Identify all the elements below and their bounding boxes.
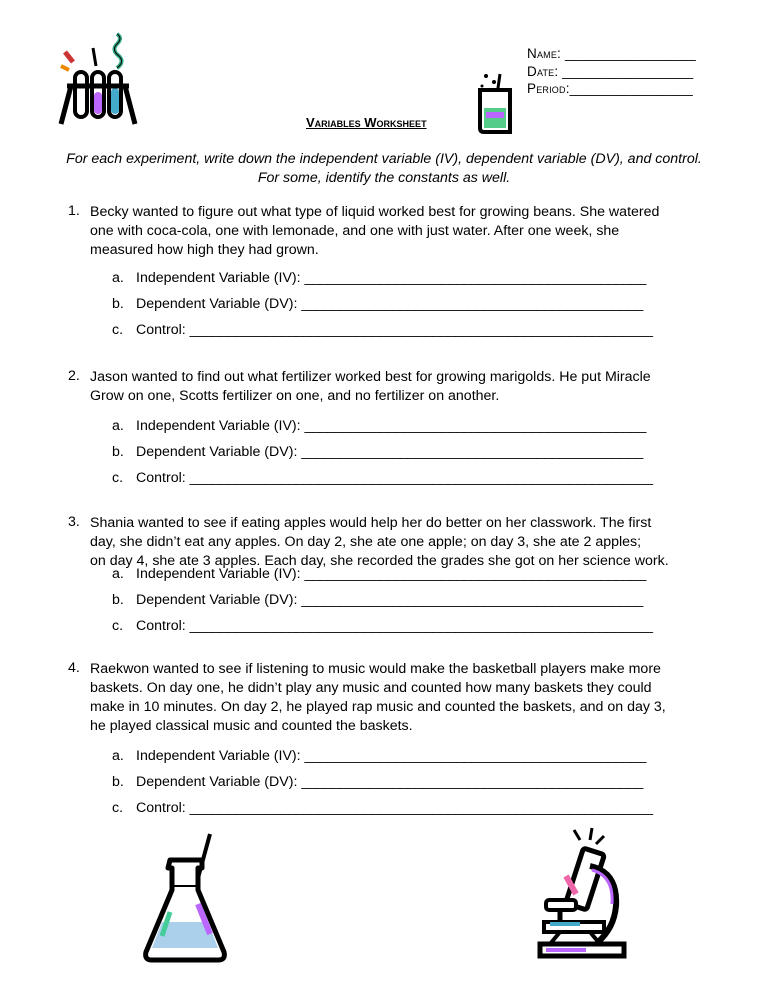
answer-blank[interactable]: _____________________________________________________________ — [189, 322, 653, 338]
period-blank[interactable]: ________________ — [569, 81, 694, 96]
instructions-line-1: For each experiment, write down the independent variable (IV), dependent variable (DV), and control. — [66, 151, 702, 167]
answer-blank[interactable]: _____________________________________________ — [301, 296, 643, 312]
question-text — [90, 514, 750, 571]
question-line: he played classical music and counted the baskets. — [90, 718, 413, 734]
question-number: 1. — [68, 203, 80, 219]
question-number: 4. — [68, 660, 80, 676]
answer-iv: a. Independent Variable (IV): _____________________________________________ — [112, 748, 647, 764]
answer-blank[interactable]: _____________________________________________________________ — [189, 470, 653, 486]
answer-blank[interactable]: _____________________________________________ — [304, 748, 647, 764]
answer-blank[interactable]: _____________________________________________ — [304, 566, 647, 582]
question-number: 3. — [68, 514, 80, 530]
date-label: Date: — [527, 64, 559, 79]
period-label: Period: — [527, 81, 570, 96]
question-line: on day 4, she ate 3 apples. Each day, she recorded the grades she got on her science work. — [90, 553, 669, 569]
answer-iv: a. Independent Variable (IV): _____________________________________________ — [112, 566, 647, 582]
answer-control: c. Control: _____________________________________________________________ — [112, 322, 653, 338]
answer-blank[interactable]: _____________________________________________________________ — [189, 800, 653, 816]
answer-blank[interactable]: _____________________________________________ — [301, 774, 643, 790]
question-text — [90, 368, 750, 406]
answer-dv: b. Dependent Variable (DV): _____________________________________________ — [112, 592, 643, 608]
answer-iv: a. Independent Variable (IV): _____________________________________________ — [112, 418, 647, 434]
date-field — [527, 64, 693, 79]
beaker-icon — [472, 70, 522, 140]
name-blank[interactable]: _________________ — [564, 46, 697, 61]
answer-control: c. Control: _____________________________________________________________ — [112, 800, 653, 816]
question-line: one with coca-cola, one with lemonade, and one with just water. After one week, she — [90, 223, 620, 239]
question-line: Raekwon wanted to see if listening to music would make the basketball players make more — [90, 661, 661, 677]
period-field — [527, 81, 693, 96]
answer-dv: b. Dependent Variable (DV): _____________________________________________ — [112, 444, 643, 460]
name-field — [527, 46, 696, 61]
question-line: Grow on one, Scotts fertilizer on one, and no fertilizer on another. — [90, 388, 500, 404]
question-line: measured how high they had grown. — [90, 242, 319, 258]
instructions-line-2: For some, identify the constants as well. — [257, 170, 511, 186]
question-text — [90, 203, 750, 260]
answer-iv: a. Independent Variable (IV): _____________________________________________ — [112, 270, 647, 286]
answer-blank[interactable]: _____________________________________________ — [301, 592, 643, 608]
question-number: 2. — [68, 368, 80, 384]
answer-blank[interactable]: _____________________________________________________________ — [189, 618, 653, 634]
answer-blank[interactable]: _____________________________________________ — [304, 418, 647, 434]
flask-icon — [140, 832, 230, 967]
answer-dv: b. Dependent Variable (DV): _____________________________________________ — [112, 296, 643, 312]
question-line: day, she didn’t eat any apples. On day 2, she ate one apple; on day 3, she ate 2 apples; — [90, 534, 642, 550]
microscope-icon — [530, 826, 640, 966]
question-line: Jason wanted to find out what fertilizer worked best for growing marigolds. He put Miracle — [90, 369, 651, 385]
question-line: make in 10 minutes. On day 2, he played rap music and counted the baskets, and on day 3, — [90, 699, 666, 715]
answer-control: c. Control: _____________________________________________________________ — [112, 470, 653, 486]
answer-blank[interactable]: _____________________________________________ — [304, 270, 647, 286]
question-text — [90, 660, 750, 736]
answer-control: c. Control: _____________________________________________________________ — [112, 618, 653, 634]
question-line: Shania wanted to see if eating apples would help her do better on her classwork. The first — [90, 515, 652, 531]
answer-blank[interactable]: _____________________________________________ — [301, 444, 643, 460]
test-tube-rack-icon — [55, 30, 140, 130]
date-blank[interactable]: _________________ — [562, 64, 694, 79]
question-line: Becky wanted to figure out what type of liquid worked best for growing beans. She watered — [90, 204, 660, 220]
name-label: Name: — [527, 46, 562, 61]
answer-dv: b. Dependent Variable (DV): _____________________________________________ — [112, 774, 643, 790]
instructions — [20, 150, 748, 188]
page-title: Variables Worksheet — [306, 115, 427, 130]
question-line: baskets. On day one, he didn’t play any music and counted how many baskets they could — [90, 680, 652, 696]
